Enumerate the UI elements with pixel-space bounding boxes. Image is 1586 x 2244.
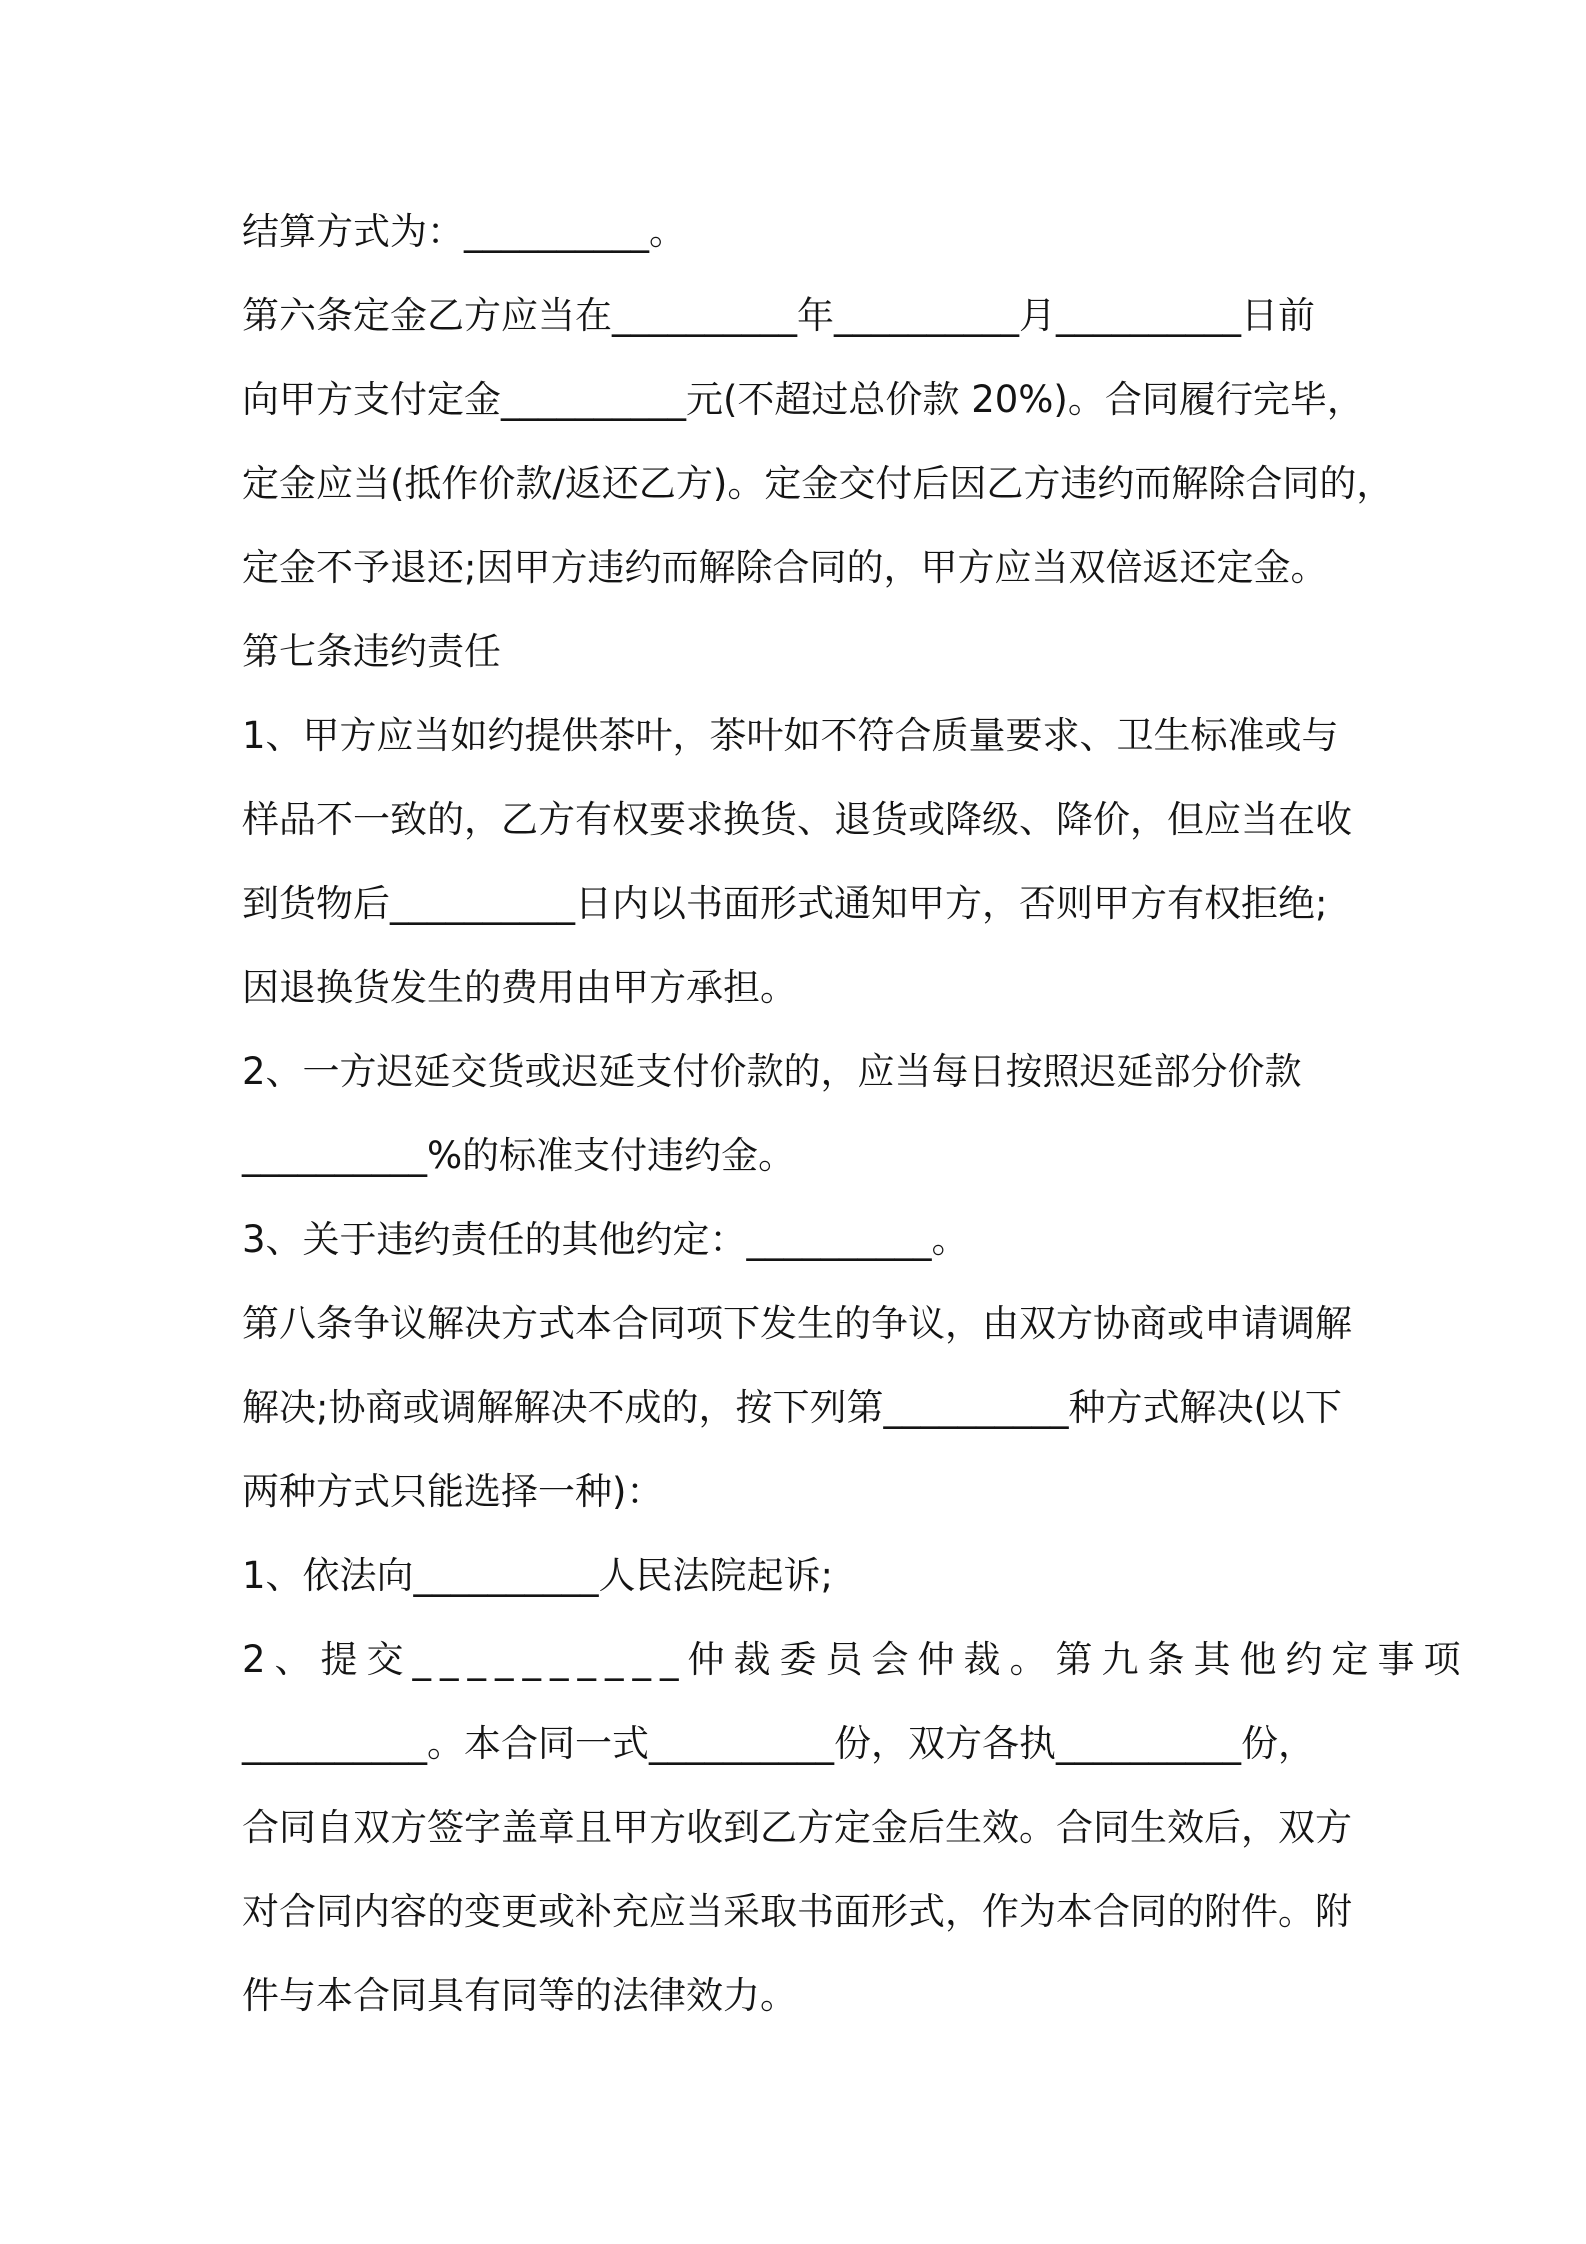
document-body (242, 190, 1470, 2038)
text-line: 定金应当(抵作价款/返还乙方)。定金交付后因乙方违约而解除合同的， (242, 462, 1394, 505)
text-line: 样品不一致的，乙方有权要求换货、退货或降级、降价，但应当在收 (242, 798, 1352, 841)
text-line: 因退换货发生的费用由甲方承担。 (242, 966, 797, 1009)
section-heading: 第七条违约责任 (242, 630, 501, 673)
text-line: 1、依法向__________人民法院起诉; (242, 1554, 834, 1597)
text-line: 2、提交__________仲裁委员会仲裁。第九条其他约定事项 (242, 1638, 1470, 1681)
text-line: 到货物后__________日内以书面形式通知甲方，否则甲方有权拒绝; (242, 882, 1328, 925)
text-line: 对合同内容的变更或补充应当采取书面形式，作为本合同的附件。附 (242, 1890, 1352, 1933)
text-line: 结算方式为：__________。 (242, 210, 686, 253)
text-line: 第六条定金乙方应当在__________年__________月__________日前 (242, 294, 1315, 337)
text-line: 定金不予退还;因甲方违约而解除合同的，甲方应当双倍返还定金。 (242, 546, 1328, 589)
text-line: 第八条争议解决方式本合同项下发生的争议，由双方协商或申请调解 (242, 1302, 1352, 1345)
text-line: 解决;协商或调解解决不成的，按下列第__________种方式解决(以下 (242, 1386, 1342, 1429)
text-line: 向甲方支付定金__________元(不超过总价款 20%)。合同履行完毕， (242, 378, 1364, 421)
text-line: 2、一方迟延交货或迟延支付价款的，应当每日按照迟延部分价款 (242, 1050, 1302, 1093)
text-line: 3、关于违约责任的其他约定：__________。 (242, 1218, 969, 1261)
text-line: 1、甲方应当如约提供茶叶，茶叶如不符合质量要求、卫生标准或与 (242, 714, 1339, 757)
text-line: __________%的标准支付违约金。 (242, 1134, 796, 1177)
text-line: 两种方式只能选择一种)： (242, 1470, 664, 1513)
text-line: 件与本合同具有同等的法律效力。 (242, 1974, 797, 2017)
text-line: __________。本合同一式__________份，双方各执__________份， (242, 1722, 1315, 1765)
text-line: 合同自双方签字盖章且甲方收到乙方定金后生效。合同生效后，双方 (242, 1806, 1352, 1849)
